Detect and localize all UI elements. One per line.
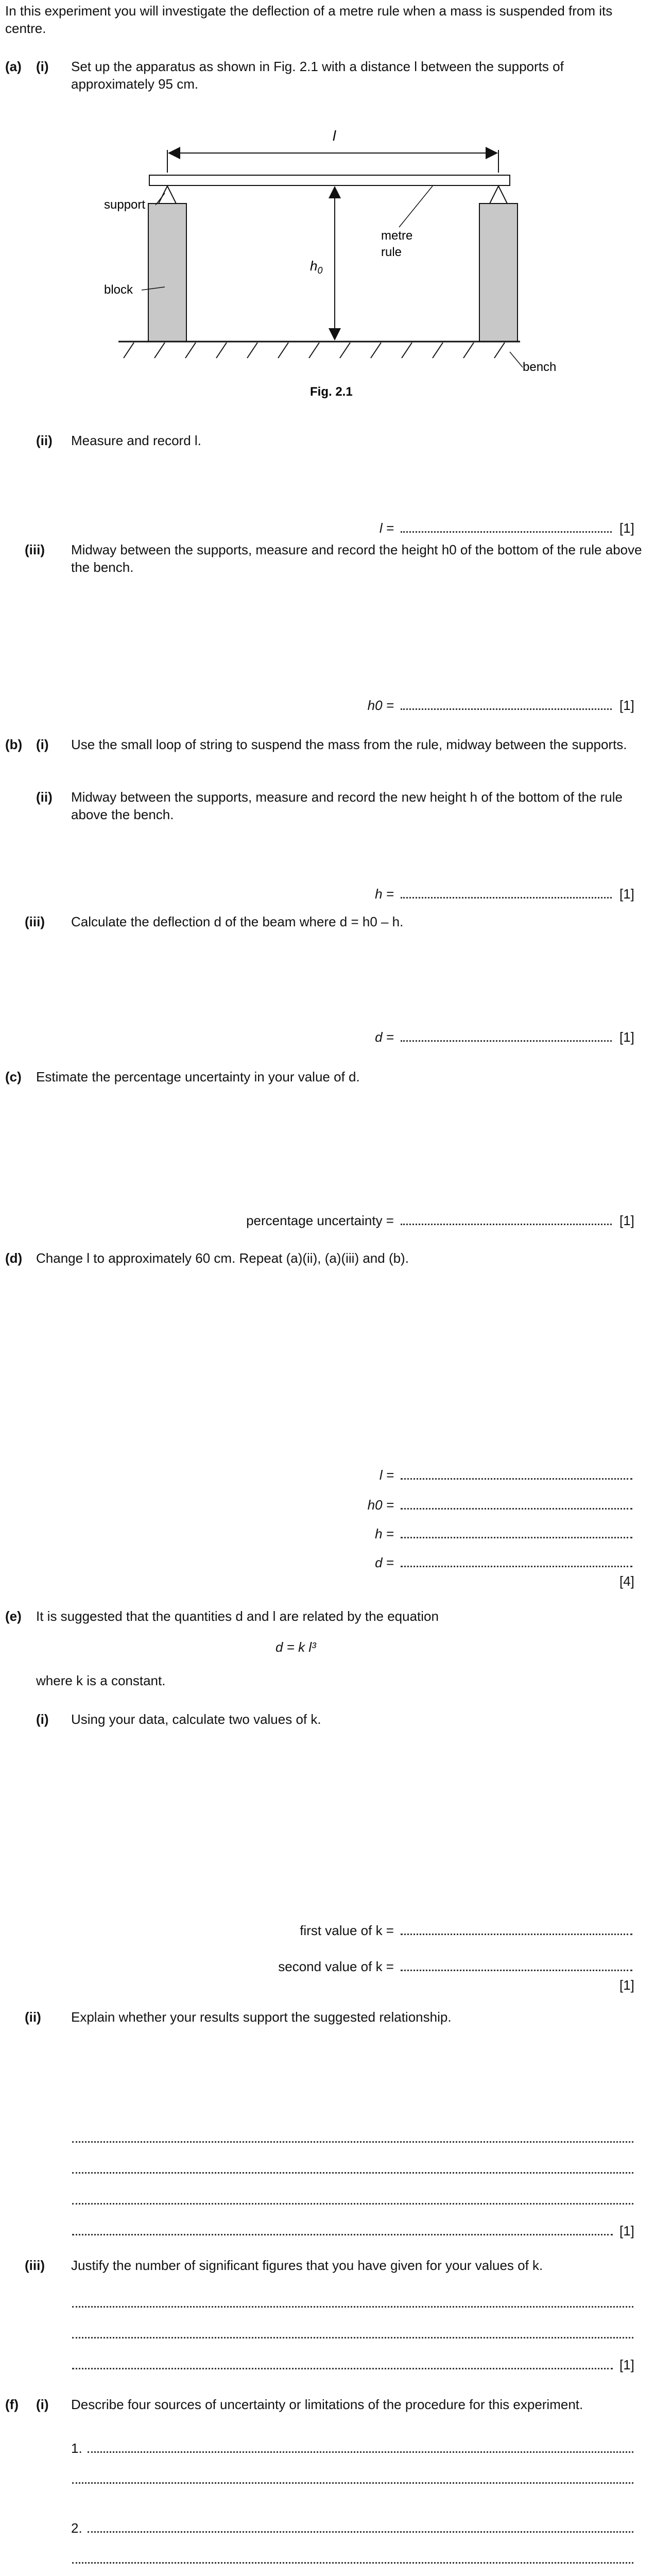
list-item-number: 1. bbox=[71, 2441, 82, 2456]
part-a-label: (a) bbox=[5, 59, 22, 74]
fig-l-label: l bbox=[333, 128, 336, 144]
intro-text: In this experiment you will investigate the deflection of a metre rule when a mass is suspended from its centre. bbox=[5, 3, 613, 36]
marks-d: [4] bbox=[619, 1573, 634, 1589]
answer-percentage-label: percentage uncertainty = bbox=[246, 1213, 394, 1228]
answer-line[interactable] bbox=[72, 2141, 633, 2143]
list-item-number: 2. bbox=[71, 2520, 82, 2536]
fig-h0-label: $h_0$ bbox=[310, 258, 323, 276]
answer-line[interactable] bbox=[72, 2562, 633, 2564]
marks-a-ii: [1] bbox=[619, 520, 634, 536]
answer-line[interactable] bbox=[72, 2337, 633, 2338]
figure-2-1 bbox=[104, 111, 557, 399]
answer-d-d-line[interactable] bbox=[401, 1566, 632, 1567]
answer-d-l-line[interactable] bbox=[401, 1478, 632, 1480]
part-b-label: (b) bbox=[5, 737, 23, 752]
marks-e-iii: [1] bbox=[619, 2357, 634, 2372]
marks-a-iii: [1] bbox=[619, 698, 634, 713]
answer-k1-label: first value of k = bbox=[300, 1923, 394, 1938]
answer-d-h-label: h = bbox=[375, 1526, 394, 1541]
answer-percentage-line[interactable] bbox=[401, 1224, 612, 1225]
marks-e-i: [1] bbox=[619, 1977, 634, 1993]
answer-d-h-line[interactable] bbox=[401, 1537, 632, 1538]
part-d-text: Change l to approximately 60 cm. Repeat (a)(ii), (a)(iii) and (b). bbox=[36, 1250, 409, 1266]
answer-line[interactable] bbox=[72, 2368, 613, 2369]
part-d-label: (d) bbox=[5, 1250, 23, 1266]
part-a-ii-num: (ii) bbox=[36, 433, 53, 448]
part-b-iii-text: Calculate the deflection d of the beam where d = h0 – h. bbox=[71, 914, 404, 929]
part-e-iii-text: Justify the number of significant figures that you have given for your values of k. bbox=[71, 2258, 543, 2273]
marks-c: [1] bbox=[619, 1213, 634, 1228]
part-b-ii-num: (ii) bbox=[36, 789, 53, 805]
marks-e-ii: [1] bbox=[619, 2223, 634, 2239]
answer-k1-line[interactable] bbox=[401, 1934, 632, 1935]
part-e-ii-text: Explain whether your results support the suggested relationship. bbox=[71, 2009, 452, 2025]
answer-line[interactable] bbox=[72, 2172, 633, 2174]
answer-d-h0-line[interactable] bbox=[401, 1508, 632, 1510]
fig-block-label: block bbox=[104, 283, 133, 297]
fig-metre-label: metre bbox=[381, 229, 413, 243]
part-b-i-text: Use the small loop of string to suspend the mass from the rule, midway between the supports. bbox=[71, 737, 627, 752]
part-e-label: (e) bbox=[5, 1608, 22, 1624]
answer-d-label: d = bbox=[375, 1029, 394, 1045]
answer-d-l-label: l = bbox=[379, 1467, 394, 1483]
answer-line[interactable] bbox=[72, 2306, 633, 2308]
part-a-iii-num: (iii) bbox=[25, 542, 45, 557]
part-f-i-num: (i) bbox=[36, 2397, 49, 2412]
answer-d-h0-label: h0 = bbox=[367, 1497, 394, 1513]
answer-d-line[interactable] bbox=[401, 1040, 612, 1042]
part-e-i-text: Using your data, calculate two values of k. bbox=[71, 1711, 321, 1727]
part-e-i-num: (i) bbox=[36, 1711, 49, 1727]
part-b-i-num: (i) bbox=[36, 737, 49, 752]
answer-l-label: l = bbox=[379, 520, 394, 536]
part-a-ii-text: Measure and record l. bbox=[71, 433, 201, 448]
part-a-i-text: Set up the apparatus as shown in Fig. 2.1 with a distance l between the supports of approximately 95 cm. bbox=[71, 59, 564, 92]
part-a-iii-text: Midway between the supports, measure and record the height h0 of the bottom of the rule above the bench. bbox=[71, 542, 642, 575]
part-e-ii-num: (ii) bbox=[25, 2009, 41, 2025]
marks-b-ii: [1] bbox=[619, 886, 634, 902]
part-e-where: where k is a constant. bbox=[36, 1673, 166, 1688]
answer-k2-label: second value of k = bbox=[278, 1959, 394, 1974]
part-b-ii-text: Midway between the supports, measure and record the new height h of the bottom of the rule above the bench. bbox=[71, 789, 623, 822]
fig-bench-label: bench bbox=[523, 360, 557, 374]
part-f-label: (f) bbox=[5, 2397, 19, 2412]
answer-h0-line[interactable] bbox=[401, 708, 612, 710]
answer-l-line[interactable] bbox=[401, 531, 612, 533]
answer-line[interactable] bbox=[72, 2203, 633, 2205]
answer-line[interactable] bbox=[72, 2234, 613, 2235]
answer-line[interactable] bbox=[72, 2482, 633, 2484]
answer-d-d-label: d = bbox=[375, 1555, 394, 1570]
answer-h-line[interactable] bbox=[401, 897, 612, 899]
answer-k2-line[interactable] bbox=[401, 1970, 632, 1971]
part-e-iii-num: (iii) bbox=[25, 2258, 45, 2273]
fig-support-label: support bbox=[104, 198, 146, 212]
part-c-text: Estimate the percentage uncertainty in your value of d. bbox=[36, 1069, 360, 1084]
part-a-i-num: (i) bbox=[36, 59, 49, 74]
marks-b-iii: [1] bbox=[619, 1029, 634, 1045]
fig-caption: Fig. 2.1 bbox=[310, 385, 353, 399]
part-b-iii-num: (iii) bbox=[25, 914, 45, 929]
part-c-label: (c) bbox=[5, 1069, 22, 1084]
answer-line[interactable] bbox=[88, 2451, 633, 2453]
part-e-text: It is suggested that the quantities d and l are related by the equation bbox=[36, 1608, 439, 1624]
equation: d = k l³ bbox=[275, 1639, 316, 1655]
answer-h-label: h = bbox=[375, 886, 394, 902]
answer-line[interactable] bbox=[88, 2531, 633, 2533]
part-f-i-text: Describe four sources of uncertainty or limitations of the procedure for this experiment. bbox=[71, 2397, 583, 2412]
fig-rule-label: rule bbox=[381, 245, 402, 259]
answer-h0-label: h0 = bbox=[367, 698, 394, 713]
